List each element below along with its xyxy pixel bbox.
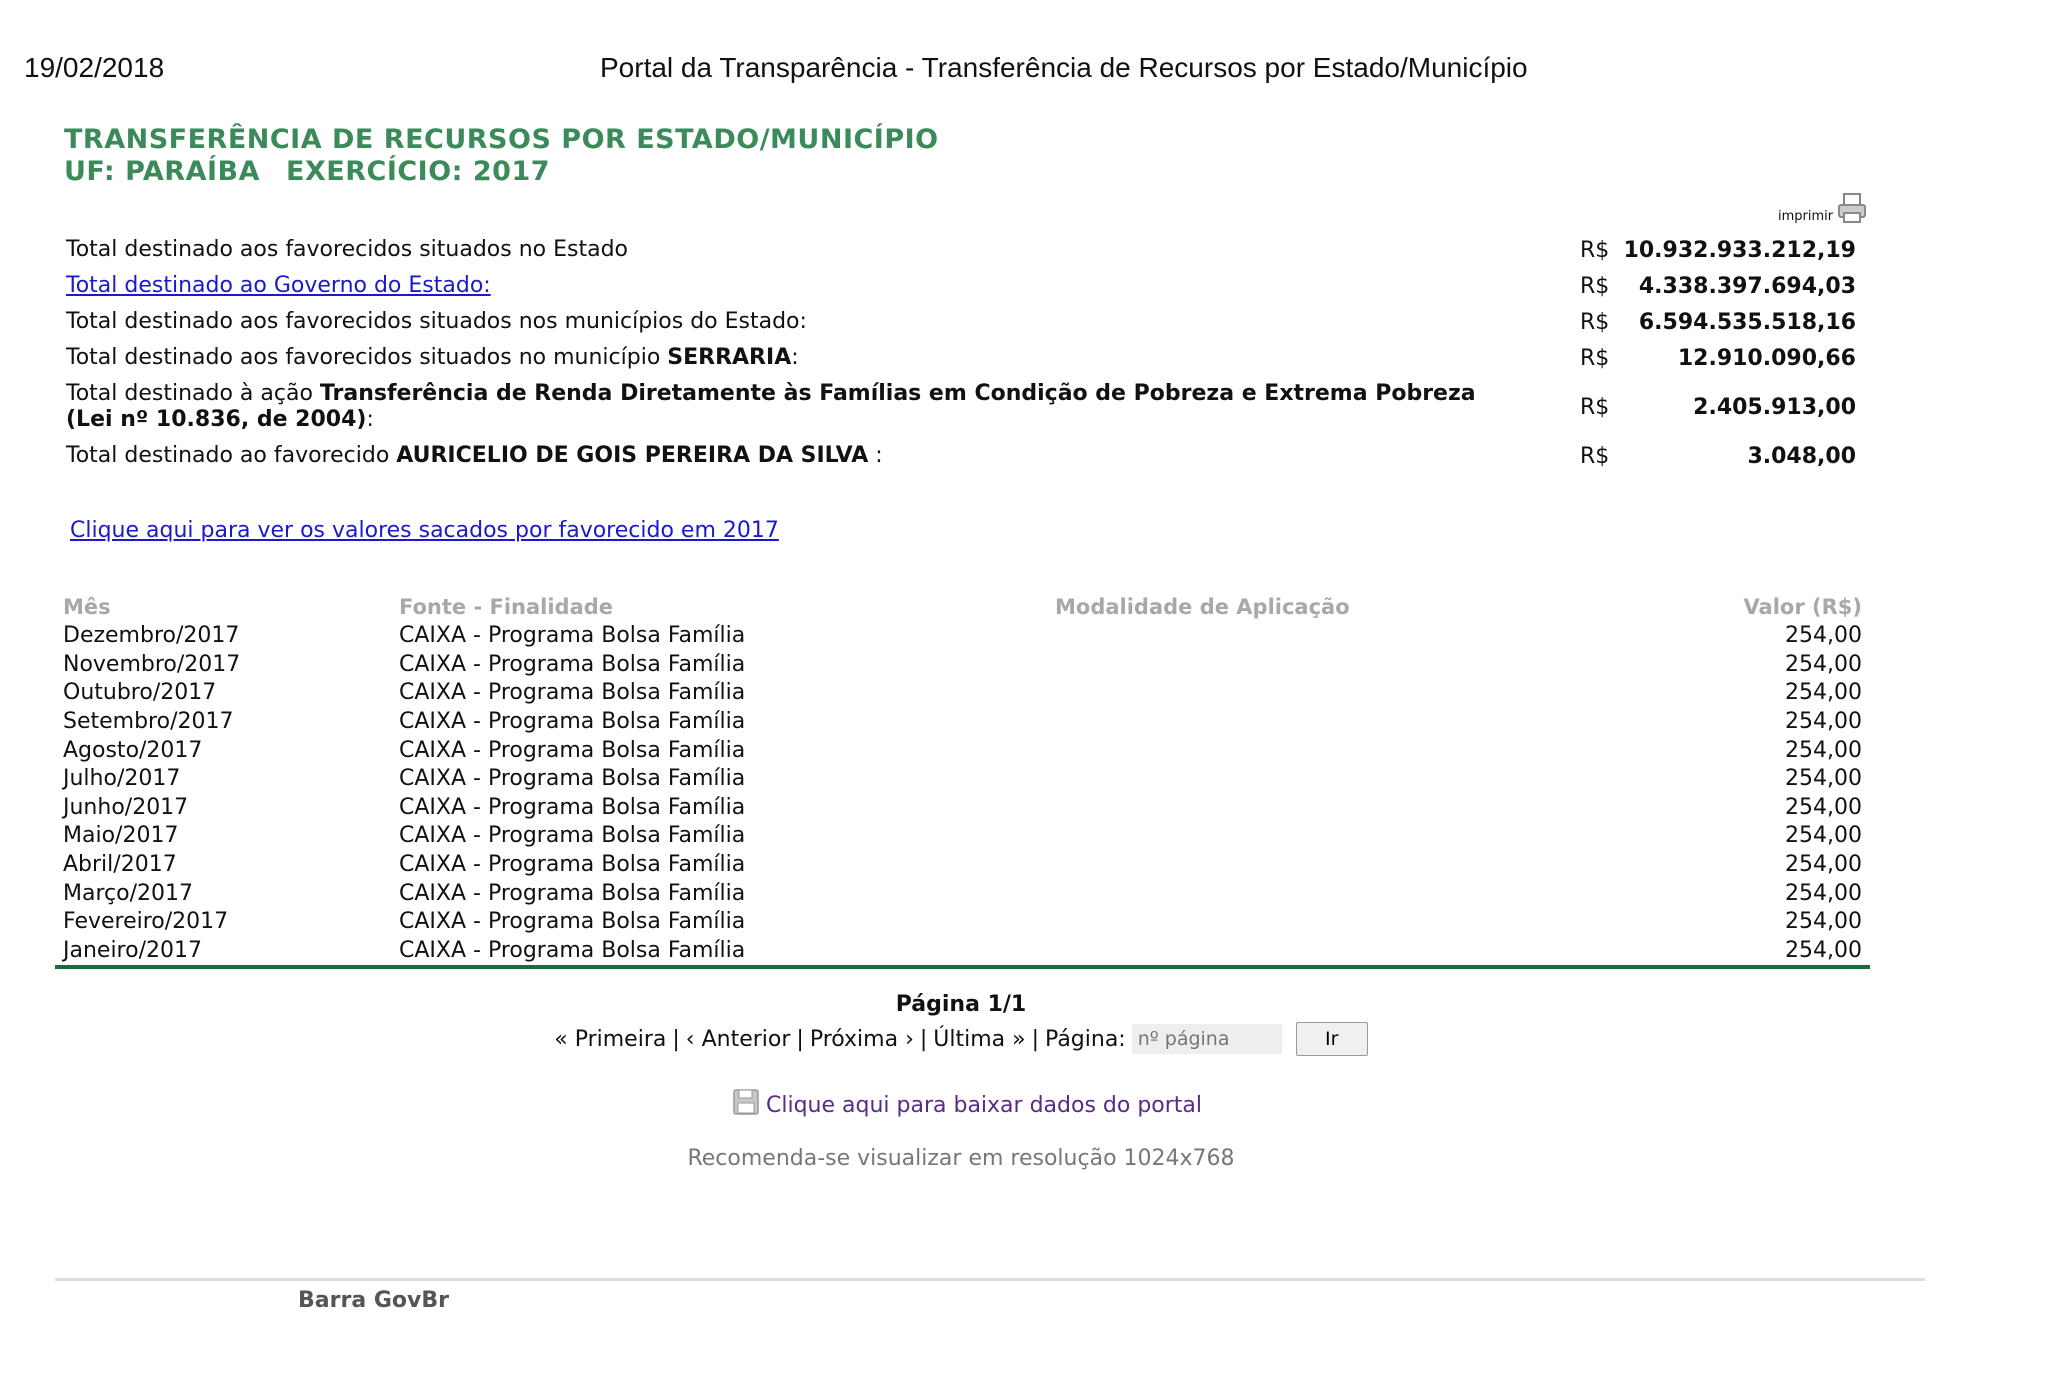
table-row bbox=[55, 879, 1870, 908]
table-row bbox=[55, 736, 1870, 765]
cell-valor: 254,00 bbox=[1785, 794, 1862, 820]
total-amount-favorecido: 3.048,00 bbox=[1747, 443, 1856, 469]
page-number-input[interactable] bbox=[1132, 1024, 1282, 1054]
cell-modalidade bbox=[1047, 794, 1583, 823]
total-label-estado: Total destinado aos favorecidos situados no Estado bbox=[66, 237, 628, 262]
cell-valor: 254,00 bbox=[1785, 852, 1862, 878]
page-subtitle bbox=[64, 156, 939, 188]
download-label: Clique aqui para baixar dados do portal bbox=[766, 1092, 1203, 1118]
acao-name: Transferência de Renda Diretamente às Famílias em Condição de Pobreza e Extrema Pobreza (Lei nº 10.836, de 2004) bbox=[66, 381, 1476, 432]
favorecido-name: AURICELIO DE GOIS PEREIRA DA SILVA bbox=[396, 443, 869, 468]
total-amount-governo: 4.338.397.694,03 bbox=[1638, 273, 1856, 299]
label-prefix: Total destinado ao favorecido bbox=[66, 443, 397, 468]
table-row bbox=[55, 765, 1870, 794]
separator: | bbox=[1031, 1026, 1040, 1052]
cell-valor: 254,00 bbox=[1785, 709, 1862, 735]
cell-valor: 254,00 bbox=[1785, 651, 1862, 677]
footer-divider bbox=[55, 1278, 1925, 1281]
cell-modalidade bbox=[1047, 708, 1583, 737]
cell-mes: Fevereiro/2017 bbox=[63, 909, 229, 935]
cell-fonte: CAIXA - Programa Bolsa Família bbox=[399, 909, 746, 935]
table-row bbox=[55, 822, 1870, 851]
governo-estado-link[interactable]: Total destinado ao Governo do Estado: bbox=[66, 273, 491, 298]
footer-brand[interactable]: Barra GovBr bbox=[298, 1288, 449, 1313]
cell-modalidade bbox=[1047, 851, 1583, 880]
exercicio-label: EXERCÍCIO: 2017 bbox=[286, 156, 551, 187]
total-label-favorecido bbox=[66, 443, 1496, 469]
page-heading bbox=[64, 124, 939, 188]
totals-table bbox=[66, 232, 1864, 474]
total-amount-estado: 10.932.933.212,19 bbox=[1623, 237, 1856, 263]
label-suffix: : bbox=[868, 443, 883, 468]
page-prompt: Página: bbox=[1045, 1026, 1126, 1052]
cell-fonte: CAIXA - Programa Bolsa Família bbox=[399, 709, 746, 735]
cell-modalidade bbox=[1047, 622, 1583, 651]
cell-mes: Março/2017 bbox=[63, 880, 193, 906]
cell-mes: Julho/2017 bbox=[63, 766, 181, 792]
municipio-name: SERRARIA bbox=[667, 345, 792, 370]
label-suffix: : bbox=[791, 345, 799, 370]
label-prefix: Total destinado aos favorecidos situados no município bbox=[66, 345, 668, 370]
cell-fonte: CAIXA - Programa Bolsa Família bbox=[399, 680, 746, 706]
print-date: 19/02/2018 bbox=[24, 52, 165, 83]
cell-valor: 254,00 bbox=[1785, 766, 1862, 792]
cell-valor: 254,00 bbox=[1785, 909, 1862, 935]
total-row-municipios bbox=[66, 304, 1864, 340]
cell-modalidade bbox=[1047, 879, 1583, 908]
table-row bbox=[55, 622, 1870, 651]
cell-valor: 254,00 bbox=[1785, 737, 1862, 763]
label-suffix: : bbox=[366, 407, 374, 432]
column-header-valor[interactable]: Valor (R$) bbox=[1743, 595, 1862, 619]
currency-symbol: R$ bbox=[1580, 394, 1610, 420]
separator: | bbox=[796, 1026, 804, 1052]
cell-valor: 254,00 bbox=[1785, 623, 1862, 649]
print-button[interactable] bbox=[1778, 192, 1867, 224]
print-document-title: Portal da Transparência - Transferência de Recursos por Estado/Município bbox=[600, 52, 1528, 83]
table-body bbox=[55, 622, 1870, 967]
cell-modalidade bbox=[1047, 679, 1583, 708]
cell-mes: Janeiro/2017 bbox=[55, 937, 391, 968]
cell-fonte: CAIXA - Programa Bolsa Família bbox=[399, 823, 746, 849]
currency-symbol: R$ bbox=[1580, 237, 1610, 263]
floppy-disk-icon bbox=[732, 1088, 760, 1122]
cell-mes: Setembro/2017 bbox=[63, 709, 234, 735]
cell-modalidade bbox=[1047, 765, 1583, 794]
cell-mes: Dezembro/2017 bbox=[63, 623, 240, 649]
cell-fonte: CAIXA - Programa Bolsa Família bbox=[399, 623, 746, 649]
download-link[interactable] bbox=[732, 1088, 1202, 1122]
cell-fonte: CAIXA - Programa Bolsa Família bbox=[399, 737, 746, 763]
cell-valor: 254,00 bbox=[1785, 680, 1862, 706]
cell-fonte: CAIXA - Programa Bolsa Família bbox=[399, 852, 746, 878]
cell-modalidade bbox=[1047, 736, 1583, 765]
pagination-controls bbox=[554, 1022, 1367, 1056]
table-row bbox=[55, 679, 1870, 708]
column-header-fonte[interactable]: Fonte - Finalidade bbox=[399, 595, 614, 619]
saques-link[interactable]: Clique aqui para ver os valores sacados por favorecido em 2017 bbox=[70, 518, 779, 543]
next-page-link[interactable]: Próxima › bbox=[809, 1026, 914, 1052]
total-label-municipio bbox=[66, 345, 1496, 371]
page-title: TRANSFERÊNCIA DE RECURSOS POR ESTADO/MUNICÍPIO bbox=[64, 124, 939, 155]
total-row-acao bbox=[66, 376, 1864, 438]
print-header bbox=[24, 52, 1544, 88]
table-row bbox=[55, 908, 1870, 937]
last-page-link[interactable]: Última » bbox=[933, 1026, 1026, 1052]
cell-modalidade bbox=[1047, 937, 1583, 968]
page-indicator: Página 1/1 bbox=[895, 992, 1027, 1017]
table-row bbox=[55, 851, 1870, 880]
cell-fonte: CAIXA - Programa Bolsa Família bbox=[399, 766, 746, 792]
total-row-favorecido bbox=[66, 438, 1864, 474]
cell-fonte: CAIXA - Programa Bolsa Família bbox=[399, 651, 746, 677]
cell-modalidade bbox=[1047, 908, 1583, 937]
table-header-row bbox=[55, 592, 1870, 622]
transfers-table bbox=[55, 592, 1870, 969]
table-row bbox=[55, 651, 1870, 680]
label-prefix: Total destinado à ação bbox=[66, 381, 320, 406]
cell-mes: Agosto/2017 bbox=[63, 737, 203, 763]
table-row bbox=[55, 708, 1870, 737]
total-amount-municipio: 12.910.090,66 bbox=[1677, 345, 1856, 371]
cell-valor: 254,00 bbox=[1785, 823, 1862, 849]
total-amount-acao: 2.405.913,00 bbox=[1693, 394, 1856, 420]
previous-page-link[interactable]: ‹ Anterior bbox=[685, 1026, 791, 1052]
go-button[interactable]: Ir bbox=[1296, 1022, 1368, 1056]
total-row-governo bbox=[66, 268, 1864, 304]
printer-icon bbox=[1837, 192, 1867, 224]
cell-mes: Outubro/2017 bbox=[63, 680, 217, 706]
cell-fonte: CAIXA - Programa Bolsa Família bbox=[391, 937, 1047, 968]
print-label: imprimir bbox=[1778, 209, 1834, 224]
column-header-modalidade[interactable]: Modalidade de Aplicação bbox=[1055, 595, 1350, 619]
cell-mes: Junho/2017 bbox=[63, 794, 189, 820]
cell-fonte: CAIXA - Programa Bolsa Família bbox=[399, 880, 746, 906]
cell-modalidade bbox=[1047, 822, 1583, 851]
cell-fonte: CAIXA - Programa Bolsa Família bbox=[399, 794, 746, 820]
currency-symbol: R$ bbox=[1580, 345, 1610, 371]
cell-valor: 254,00 bbox=[1785, 880, 1862, 906]
cell-mes: Maio/2017 bbox=[63, 823, 179, 849]
pagination bbox=[0, 992, 1922, 1056]
cell-valor: 254,00 bbox=[1583, 937, 1870, 968]
total-label-acao bbox=[66, 381, 1496, 433]
cell-mes: Novembro/2017 bbox=[63, 651, 241, 677]
separator: | bbox=[919, 1026, 928, 1052]
total-row-municipio bbox=[66, 340, 1864, 376]
currency-symbol: R$ bbox=[1580, 443, 1610, 469]
table-row bbox=[55, 937, 1870, 968]
uf-label: UF: PARAÍBA bbox=[64, 156, 261, 187]
column-header-mes[interactable]: Mês bbox=[63, 595, 111, 619]
total-label-municipios: Total destinado aos favorecidos situados nos municípios do Estado: bbox=[66, 309, 807, 334]
table-row bbox=[55, 794, 1870, 823]
separator: | bbox=[672, 1026, 680, 1052]
currency-symbol: R$ bbox=[1580, 309, 1610, 335]
cell-mes: Abril/2017 bbox=[63, 852, 177, 878]
total-amount-municipios: 6.594.535.518,16 bbox=[1638, 309, 1856, 335]
cell-modalidade bbox=[1047, 651, 1583, 680]
total-row-estado bbox=[66, 232, 1864, 268]
resolution-note: Recomenda-se visualizar em resolução 1024x768 bbox=[687, 1146, 1235, 1171]
currency-symbol: R$ bbox=[1580, 273, 1610, 299]
first-page-link[interactable]: « Primeira bbox=[554, 1026, 667, 1052]
